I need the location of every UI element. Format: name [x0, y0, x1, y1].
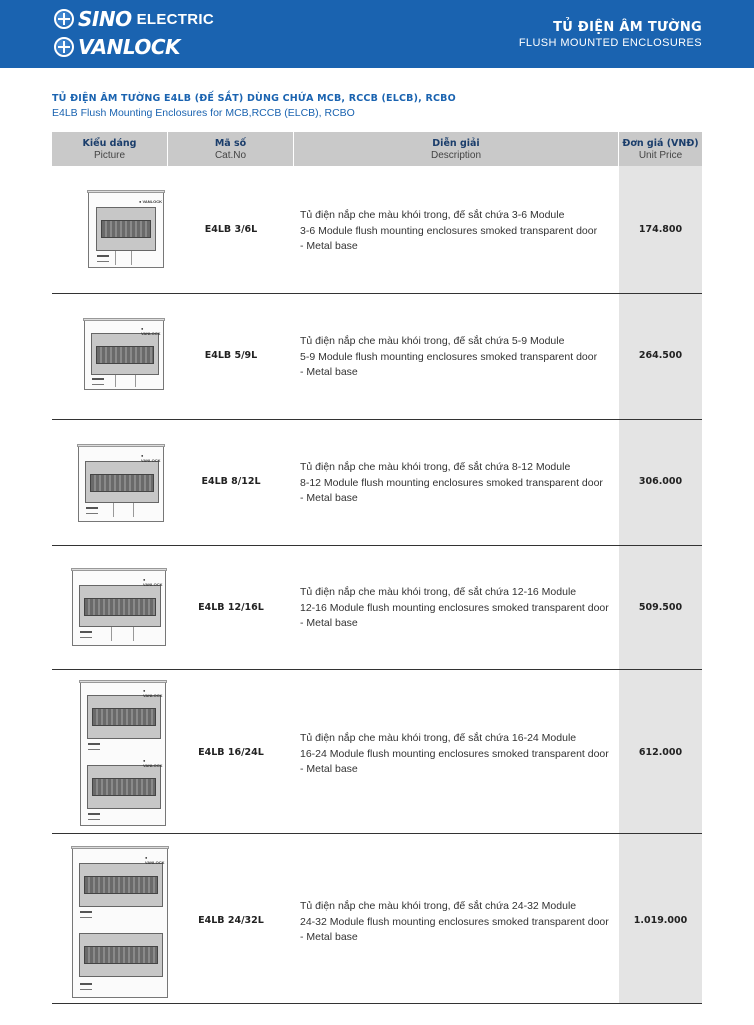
description — [300, 460, 615, 507]
table-row — [52, 166, 702, 294]
cat-no: E4LB 8/12L — [201, 476, 261, 487]
description-vi: Tủ điện nắp che màu khói trong, đế sắt chứa 12-16 Module — [300, 586, 577, 598]
unit-price: 174.800 — [638, 224, 683, 235]
description-base: - Metal base — [300, 763, 358, 775]
cat-no: E4LB 12/16L — [198, 602, 264, 613]
product-image — [52, 420, 168, 545]
product-image — [52, 670, 168, 833]
description-en: 3-6 Module flush mounting enclosures smoked transparent door — [300, 224, 598, 237]
description-en: 16-24 Module flush mounting enclosures smoked transparent door — [300, 747, 609, 760]
globe-icon — [54, 37, 74, 57]
description-base: - Metal base — [300, 617, 358, 629]
description-vi: Tủ điện nắp che màu khói trong, đế sắt chứa 3-6 Module — [300, 209, 565, 221]
table-row — [52, 420, 702, 546]
product-image — [52, 546, 168, 669]
page-header — [0, 0, 754, 68]
table-row — [52, 670, 702, 834]
description-en: 8-12 Module flush mounting enclosures smoked transparent door — [300, 476, 603, 489]
section-title: TỦ ĐIỆN ÂM TƯỜNG E4LB (ĐẾ SẮT) DÙNG CHỨA MCB, RCCB (ELCB), RCBO — [52, 93, 456, 104]
column-header-vi: Kiểu dáng — [82, 137, 137, 149]
header-title-vi: TỦ ĐIỆN ÂM TƯỜNG — [553, 20, 702, 35]
column-header-en: Description — [430, 149, 482, 161]
globe-icon — [54, 9, 74, 29]
enclosure-icon: ● VANLOCK — [72, 570, 166, 646]
description — [300, 585, 615, 632]
unit-price: 306.000 — [638, 476, 683, 487]
header-title-en: FLUSH MOUNTED ENCLOSURES — [518, 37, 702, 49]
enclosure-icon: ● VANLOCK — [72, 848, 168, 998]
column-header-description — [294, 132, 619, 166]
unit-price: 1.019.000 — [633, 915, 688, 926]
description-en: 24-32 Module flush mounting enclosures smoked transparent door — [300, 915, 609, 928]
brand-vanlock: VANLOCK — [78, 35, 181, 59]
description-vi: Tủ điện nắp che màu khói trong, đế sắt chứa 5-9 Module — [300, 335, 565, 347]
description-base: - Metal base — [300, 492, 358, 504]
column-header-vi: Mã số — [214, 137, 247, 149]
brand-electric: ELECTRIC — [136, 10, 214, 28]
column-header-en: Picture — [93, 149, 126, 161]
description-en: 12-16 Module flush mounting enclosures smoked transparent door — [300, 601, 609, 614]
table-row — [52, 834, 702, 1004]
enclosure-icon: ● VANLOCK ● VANLOCK — [80, 682, 166, 826]
enclosure-icon: ● VANLOCK — [88, 192, 164, 268]
description-base: - Metal base — [300, 931, 358, 943]
product-image — [52, 294, 168, 419]
description — [300, 731, 615, 778]
table-header — [52, 132, 702, 166]
description-vi: Tủ điện nắp che màu khói trong, đế sắt chứa 8-12 Module — [300, 461, 571, 473]
description-base: - Metal base — [300, 366, 358, 378]
brand-logo — [54, 6, 214, 60]
description-vi: Tủ điện nắp che màu khói trong, đế sắt chứa 24-32 Module — [300, 900, 577, 912]
column-header-en: Cat.No — [214, 149, 247, 161]
column-header-picture — [52, 132, 168, 166]
cat-no: E4LB 16/24L — [198, 747, 264, 758]
cat-no: E4LB 24/32L — [198, 915, 264, 926]
enclosure-icon: ● VANLOCK — [84, 320, 164, 390]
table-row — [52, 546, 702, 670]
column-header-en: Unit Price — [638, 149, 683, 161]
description-en: 5-9 Module flush mounting enclosures smoked transparent door — [300, 350, 598, 363]
description-vi: Tủ điện nắp che màu khói trong, đế sắt chứa 16-24 Module — [300, 732, 577, 744]
description — [300, 334, 615, 381]
product-image — [52, 834, 168, 1003]
column-header-price — [619, 132, 702, 166]
description-base: - Metal base — [300, 240, 358, 252]
product-image — [52, 166, 168, 293]
brand-sino: SINO — [78, 7, 132, 31]
enclosure-icon: ● VANLOCK — [78, 446, 164, 522]
column-header-vi: Đơn giá (VNĐ) — [622, 137, 699, 149]
column-header-vi: Diễn giải — [432, 137, 480, 149]
description — [300, 899, 615, 946]
unit-price: 612.000 — [638, 747, 683, 758]
cat-no: E4LB 5/9L — [204, 350, 258, 361]
cat-no: E4LB 3/6L — [204, 224, 258, 235]
unit-price: 509.500 — [638, 602, 683, 613]
section-subtitle: E4LB Flush Mounting Enclosures for MCB,RCCB (ELCB), RCBO — [52, 107, 355, 119]
table-row — [52, 294, 702, 420]
header-title — [519, 20, 702, 49]
unit-price: 264.500 — [638, 350, 683, 361]
description — [300, 208, 615, 255]
column-header-catno — [168, 132, 294, 166]
